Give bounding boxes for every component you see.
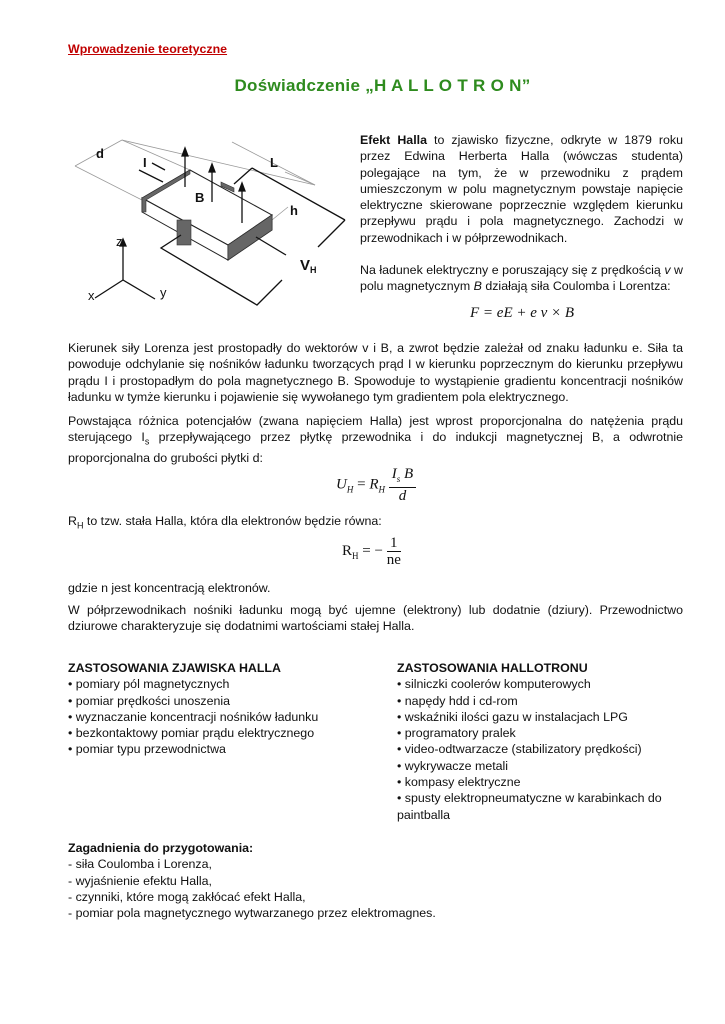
hall-constant-formula: $R_H$ = − $\frac{1}{ne}$ (342, 535, 401, 569)
hall-voltage-paragraph: Powstająca różnica potencjałów (zwana napięciem Halla) jest wprost proporcjonalna do natężenia prądu sterującego $I_s$ przepływającego przez płytkę przewodnika i do indukcji magnetycznej B, a odwrotnie proporcjonalna do grubości płytki d: (68, 414, 683, 466)
lorentz-formula: F = eE + e v × B (470, 305, 575, 321)
semiconductor-paragraph: W półprzewodnikach nośniki ładunku mogą być ujemne (elektrony) lub dodatnie (dziury). Przewodnictwo dziurowe charakteryzuje się dodatnimi wartościami stałej Halla. (68, 603, 683, 634)
list-item: • pomiary pól magnetycznych (68, 677, 230, 692)
section-header: Wprowadzenie teoretyczne (68, 42, 228, 56)
hall-effect-applications (68, 660, 368, 758)
list-item: • wyznaczanie koncentracji nośników ładunku (68, 709, 319, 724)
preparation-topics (68, 840, 683, 921)
list-item: - pomiar pola magnetycznego wytwarzanego przez elektromagnes. (68, 906, 436, 921)
hallotron-applications (397, 660, 687, 823)
list-item: • wskaźniki ilości gazu w instalacjach LPG (397, 709, 628, 724)
label-L: L (270, 155, 278, 170)
label-I: I (143, 155, 147, 170)
label-vh: $V_H$ (300, 257, 317, 275)
list-item: - czynniki, które mogą zakłócać efekt Halla, (68, 889, 306, 904)
list-item: - siła Coulomba i Lorenza, (68, 857, 212, 872)
intro-paragraph-1: Efekt Halla to zjawisko fizyczne, odkryte w 1879 roku przez Edwina Herberta Halla (wówczas studenta) polegające na tym, że w przewodniku z prądem umieszczonym w polu magnetycznym powstaje napięcie elektryczne skierowane poprzecznie względem kierunku przepływu prądu i pola magnetycznego. Zachodzi w przewodnikach i w półprzewodnikach. (360, 133, 684, 245)
label-B: B (195, 190, 205, 205)
hall-constant-text: $R_H$ to tzw. stała Halla, która dla elektronów będzie równa: (68, 514, 382, 531)
hall-voltage-formula: $U_H = R_H$ $\frac{I_s B}{d}$ (336, 466, 416, 505)
hallotron-diagram (60, 130, 360, 310)
label-h: h (290, 203, 298, 218)
label-y: y (160, 285, 167, 300)
list-item: • wykrywacze metali (397, 758, 509, 773)
page-title: Doświadczenie „H A L L O T R O N” (234, 76, 531, 95)
list-item: • spusty elektropneumatyczne w karabinkach do paintballa (397, 791, 662, 822)
preparation-heading: Zagadnienia do przygotowania: (68, 841, 254, 855)
list-item: • silniczki coolerów komputerowych (397, 677, 591, 692)
list-item: • video-odtwarzacze (stabilizatory prędkości) (397, 742, 642, 757)
applications-heading: ZASTOSOWANIA HALLOTRONU (397, 661, 588, 675)
label-x: x (88, 288, 95, 303)
list-item: • napędy hdd i cd-rom (397, 693, 518, 708)
label-d: d (96, 146, 104, 161)
list-item: • pomiar typu przewodnictwa (68, 742, 226, 757)
concentration-note: gdzie n jest koncentracją elektronów. (68, 581, 271, 595)
list-item: • pomiar prędkości unoszenia (68, 693, 231, 708)
applications-heading: ZASTOSOWANIA ZJAWISKA HALLA (68, 661, 281, 675)
intro-text (360, 132, 683, 295)
list-item: • kompasy elektryczne (397, 775, 521, 790)
list-item: • programatory pralek (397, 726, 516, 741)
intro-paragraph-2: Na ładunek elektryczny e poruszający się z prędkością v w polu magnetycznym B działają siła Coulomba i Lorentza: (360, 263, 683, 294)
list-item: • bezkontaktowy pomiar prądu elektrycznego (68, 726, 315, 741)
label-z: z (116, 234, 123, 249)
lorentz-paragraph: Kierunek siły Lorenza jest prostopadły do wektorów v i B, a zwrot będzie zależał od znaku ładunku e. Siła ta powoduje odchylanie się nośników ładunku tworzących prąd I w kierunku poprzecznym do kierunku przepływu prądu I i prostopadłym do pola magnetycznego B. Spowoduje to wystąpienie gradientu koncentracji nośników ładunku w tymże kierunku i pojawienie się wywołanego tym gradientem pola elektrycznego. (68, 341, 683, 404)
list-item: - wyjaśnienie efektu Halla, (68, 873, 212, 888)
